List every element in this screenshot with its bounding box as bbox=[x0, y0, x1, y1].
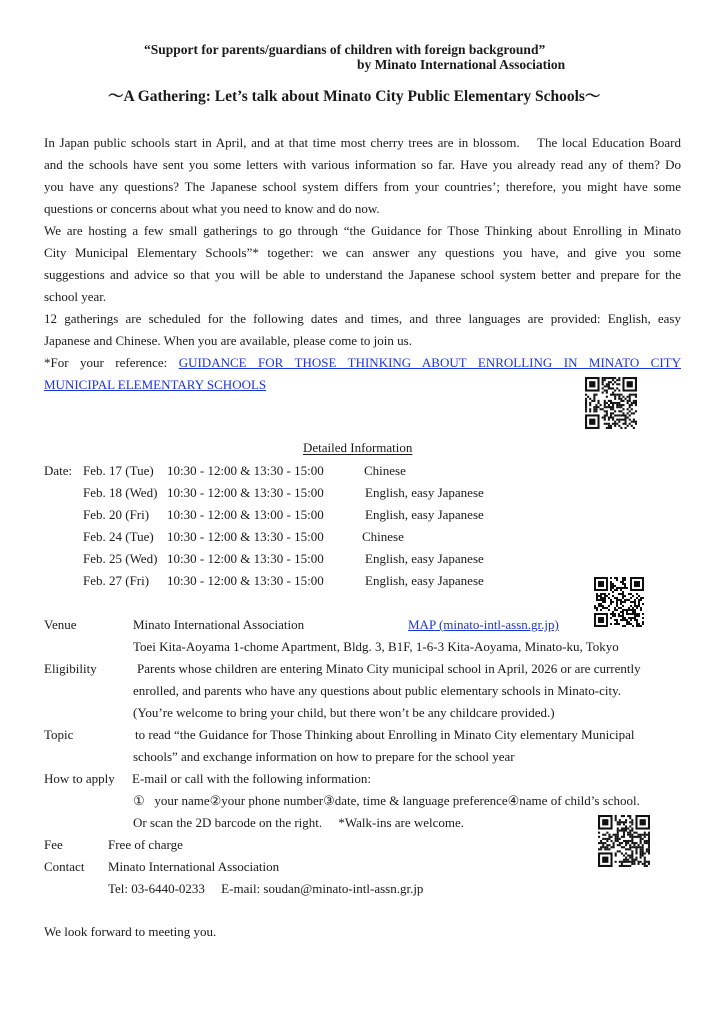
text-line: Japanese and Chinese. When you are available, please come to join us. bbox=[44, 333, 412, 348]
schedule-times: 10:30 - 12:00 & 13:30 - 15:00 bbox=[167, 529, 324, 544]
qr-code-icon bbox=[585, 377, 637, 429]
text-line: City Municipal Elementary Schools”* together: we can answer any questions you have, and give you some bbox=[44, 245, 681, 260]
topic-label: Topic bbox=[44, 727, 74, 742]
venue-label: Venue bbox=[44, 617, 77, 632]
subtitle-line-1: “Support for parents/guardians of children with foreign background” bbox=[144, 42, 546, 57]
reference-prefix: *For your reference: bbox=[44, 355, 168, 370]
text-line: We are hosting a few small gatherings to go through “the Guidance for Those Thinking about Enrolling in Minato bbox=[44, 223, 681, 238]
schedule-date: Feb. 24 (Tue) bbox=[83, 529, 154, 544]
apply-line: ① your name②your phone number③date, time & language preference④name of child’s school. bbox=[133, 793, 640, 808]
qr-code-map bbox=[593, 577, 645, 627]
venue-address: Toei Kita-Aoyama 1-chome Apartment, Bldg. 3, B1F, 1-6-3 Kita-Aoyama, Minato-ku, Tokyo bbox=[133, 639, 619, 654]
schedule-date: Feb. 17 (Tue) bbox=[83, 463, 154, 478]
venue-map-link[interactable]: MAP (minato-intl-assn.gr.jp) bbox=[408, 617, 559, 632]
fee-value: Free of charge bbox=[108, 837, 183, 852]
page-title: ～A Gathering: Let’s talk about Minato City Public Elementary Schools～ bbox=[108, 88, 601, 105]
intro-paragraph-2 bbox=[44, 220, 681, 308]
qr-code-apply bbox=[597, 815, 651, 867]
detailed-info-heading: Detailed Information bbox=[303, 440, 413, 455]
topic-line: schools” and exchange information on how to prepare for the school year bbox=[133, 749, 515, 764]
schedule-times: 10:30 - 12:00 & 13:30 - 15:00 bbox=[167, 573, 324, 588]
contact-tel-email: Tel: 03-6440-0233 E-mail: soudan@minato-intl-assn.gr.jp bbox=[108, 881, 424, 896]
schedule-times: 10:30 - 12:00 & 13:30 - 15:00 bbox=[167, 551, 324, 566]
text-line: In Japan public schools start in April, and at that time most cherry trees are in blossom. The local Education Board bbox=[44, 135, 681, 150]
schedule-languages: English, easy Japanese bbox=[365, 485, 484, 500]
text-line: suggestions and advice so that you will be able to understand the Japanese school system better and prepare for the bbox=[44, 267, 681, 282]
qr-code-icon bbox=[593, 577, 645, 627]
apply-line: E-mail or call with the following information: bbox=[132, 771, 372, 786]
text-line: and the schools have sent you some letters with various information so far. Have you already read any of them? Do bbox=[44, 157, 681, 172]
schedule-date: Feb. 25 (Wed) bbox=[83, 551, 158, 566]
date-label: Date: bbox=[44, 463, 73, 478]
eligibility-line: enrolled, and parents who have any questions about public elementary schools in Minato-city. bbox=[133, 683, 621, 698]
schedule-languages: English, easy Japanese bbox=[365, 551, 484, 566]
text-line: school year. bbox=[44, 289, 107, 304]
reference-line bbox=[44, 352, 681, 374]
schedule-date: Feb. 27 (Fri) bbox=[83, 573, 150, 588]
fee-label: Fee bbox=[44, 837, 63, 852]
schedule-times: 10:30 - 12:00 & 13:30 - 15:00 bbox=[167, 485, 324, 500]
schedule-languages: English, easy Japanese bbox=[365, 573, 484, 588]
apply-label: How to apply bbox=[44, 771, 115, 786]
guidance-link-continued[interactable]: MUNICIPAL ELEMENTARY SCHOOLS bbox=[44, 377, 267, 392]
eligibility-line: Parents whose children are entering Minato City municipal school in April, 2026 or are currently bbox=[137, 661, 641, 676]
eligibility-label: Eligibility bbox=[44, 661, 97, 676]
schedule-date: Feb. 20 (Fri) bbox=[83, 507, 150, 522]
schedule-times: 10:30 - 12:00 & 13:30 - 15:00 bbox=[167, 463, 324, 478]
qr-code-icon bbox=[597, 815, 651, 867]
text-line: 12 gatherings are scheduled for the following dates and times, and three languages are provided: English, easy bbox=[44, 311, 681, 326]
schedule-languages: Chinese bbox=[362, 529, 404, 544]
text-line: you have any questions? The Japanese school system differs from your countries’; therefore, you might have some bbox=[44, 179, 681, 194]
intro-paragraph-1 bbox=[44, 132, 681, 220]
schedule-date: Feb. 18 (Wed) bbox=[83, 485, 158, 500]
schedule-times: 10:30 - 12:00 & 13:00 - 15:00 bbox=[167, 507, 324, 522]
apply-line: Or scan the 2D barcode on the right. *Walk-ins are welcome. bbox=[133, 815, 465, 830]
eligibility-line: (You’re welcome to bring your child, but there won’t be any childcare provided.) bbox=[133, 705, 555, 720]
text-line: questions or concerns about what you need to know and do now. bbox=[44, 201, 380, 216]
subtitle-line-2: by Minato International Association bbox=[357, 57, 566, 72]
contact-name: Minato International Association bbox=[108, 859, 280, 874]
closing-line: We look forward to meeting you. bbox=[44, 924, 217, 939]
guidance-link[interactable]: GUIDANCE FOR THOSE THINKING ABOUT ENROLLING IN MINATO CITY bbox=[178, 355, 681, 370]
contact-label: Contact bbox=[44, 859, 85, 874]
venue-name: Minato International Association bbox=[133, 617, 305, 632]
topic-line: to read “the Guidance for Those Thinking about Enrolling in Minato City elementary Municipal bbox=[135, 727, 635, 742]
qr-code-guidance bbox=[585, 377, 637, 429]
schedule-languages: Chinese bbox=[364, 463, 406, 478]
schedule-languages: English, easy Japanese bbox=[365, 507, 484, 522]
